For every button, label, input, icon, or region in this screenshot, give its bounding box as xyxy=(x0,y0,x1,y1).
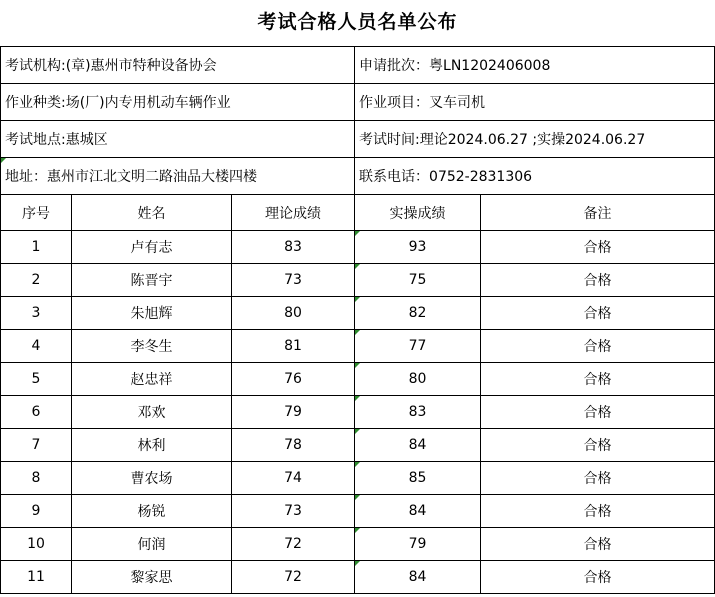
cell-practice: 82 xyxy=(355,297,481,330)
table-row xyxy=(1,297,715,330)
cell-remark: 合格 xyxy=(481,363,715,396)
table-row xyxy=(1,561,715,594)
cell-no: 9 xyxy=(1,495,72,528)
cell-practice: 75 xyxy=(355,264,481,297)
cell-practice: 93 xyxy=(355,231,481,264)
cell-name: 何润 xyxy=(72,528,232,561)
cell-practice: 80 xyxy=(355,363,481,396)
cell-practice: 77 xyxy=(355,330,481,363)
cell-remark: 合格 xyxy=(481,462,715,495)
cell-no: 6 xyxy=(1,396,72,429)
header-practice: 实操成绩 xyxy=(355,195,481,231)
info-row xyxy=(1,47,715,84)
page-title: 考试合格人员名单公布 xyxy=(257,11,458,33)
cell-theory: 83 xyxy=(232,231,355,264)
cell-name: 李冬生 xyxy=(72,330,232,363)
table-row xyxy=(1,264,715,297)
work-category: 作业种类:场(厂)内专用机动车辆作业 xyxy=(1,84,355,121)
table-row xyxy=(1,528,715,561)
cell-no: 10 xyxy=(1,528,72,561)
cell-no: 7 xyxy=(1,429,72,462)
contact-phone: 联系电话：0752-2831306 xyxy=(355,158,715,195)
cell-remark: 合格 xyxy=(481,297,715,330)
cell-remark: 合格 xyxy=(481,561,715,594)
cell-no: 8 xyxy=(1,462,72,495)
cell-practice: 84 xyxy=(355,429,481,462)
header-name: 姓名 xyxy=(72,195,232,231)
cell-name: 黎家思 xyxy=(72,561,232,594)
cell-theory: 73 xyxy=(232,495,355,528)
table-row xyxy=(1,330,715,363)
cell-remark: 合格 xyxy=(481,528,715,561)
address: 地址：惠州市江北文明二路油品大楼四楼 xyxy=(1,158,355,195)
cell-practice: 79 xyxy=(355,528,481,561)
cell-remark: 合格 xyxy=(481,231,715,264)
cell-no: 11 xyxy=(1,561,72,594)
exam-location: 考试地点:惠城区 xyxy=(1,121,355,158)
cell-practice: 84 xyxy=(355,561,481,594)
cell-theory: 80 xyxy=(232,297,355,330)
cell-name: 邓欢 xyxy=(72,396,232,429)
cell-remark: 合格 xyxy=(481,330,715,363)
cell-theory: 81 xyxy=(232,330,355,363)
cell-name: 朱旭辉 xyxy=(72,297,232,330)
cell-no: 5 xyxy=(1,363,72,396)
info-row xyxy=(1,84,715,121)
cell-theory: 76 xyxy=(232,363,355,396)
work-item: 作业项目：叉车司机 xyxy=(355,84,715,121)
cell-remark: 合格 xyxy=(481,495,715,528)
cell-remark: 合格 xyxy=(481,429,715,462)
cell-name: 卢有志 xyxy=(72,231,232,264)
cell-theory: 73 xyxy=(232,264,355,297)
table-row xyxy=(1,231,715,264)
cell-theory: 72 xyxy=(232,528,355,561)
cell-name: 曹农场 xyxy=(72,462,232,495)
info-row xyxy=(1,158,715,195)
cell-practice: 84 xyxy=(355,495,481,528)
application-batch: 申请批次：粤LN1202406008 xyxy=(355,47,715,84)
cell-theory: 79 xyxy=(232,396,355,429)
table-row xyxy=(1,429,715,462)
cell-no: 3 xyxy=(1,297,72,330)
header-no: 序号 xyxy=(1,195,72,231)
cell-theory: 74 xyxy=(232,462,355,495)
cell-name: 陈晋宇 xyxy=(72,264,232,297)
cell-theory: 72 xyxy=(232,561,355,594)
header-theory: 理论成绩 xyxy=(232,195,355,231)
cell-theory: 78 xyxy=(232,429,355,462)
cell-no: 1 xyxy=(1,231,72,264)
table-row xyxy=(1,462,715,495)
table-header-row xyxy=(1,195,715,231)
cell-no: 2 xyxy=(1,264,72,297)
cell-name: 林利 xyxy=(72,429,232,462)
info-row xyxy=(1,121,715,158)
exam-org: 考试机构:(章)惠州市特种设备协会 xyxy=(1,47,355,84)
cell-name: 赵忠祥 xyxy=(72,363,232,396)
cell-practice: 83 xyxy=(355,396,481,429)
cell-name: 杨锐 xyxy=(72,495,232,528)
cell-no: 4 xyxy=(1,330,72,363)
table-row xyxy=(1,396,715,429)
cell-practice: 85 xyxy=(355,462,481,495)
cell-remark: 合格 xyxy=(481,396,715,429)
cell-remark: 合格 xyxy=(481,264,715,297)
table-row xyxy=(1,363,715,396)
header-remark: 备注 xyxy=(481,195,715,231)
table-row xyxy=(1,495,715,528)
results-table xyxy=(0,46,715,594)
exam-time: 考试时间:理论2024.06.27 ;实操2024.06.27 xyxy=(355,121,715,158)
